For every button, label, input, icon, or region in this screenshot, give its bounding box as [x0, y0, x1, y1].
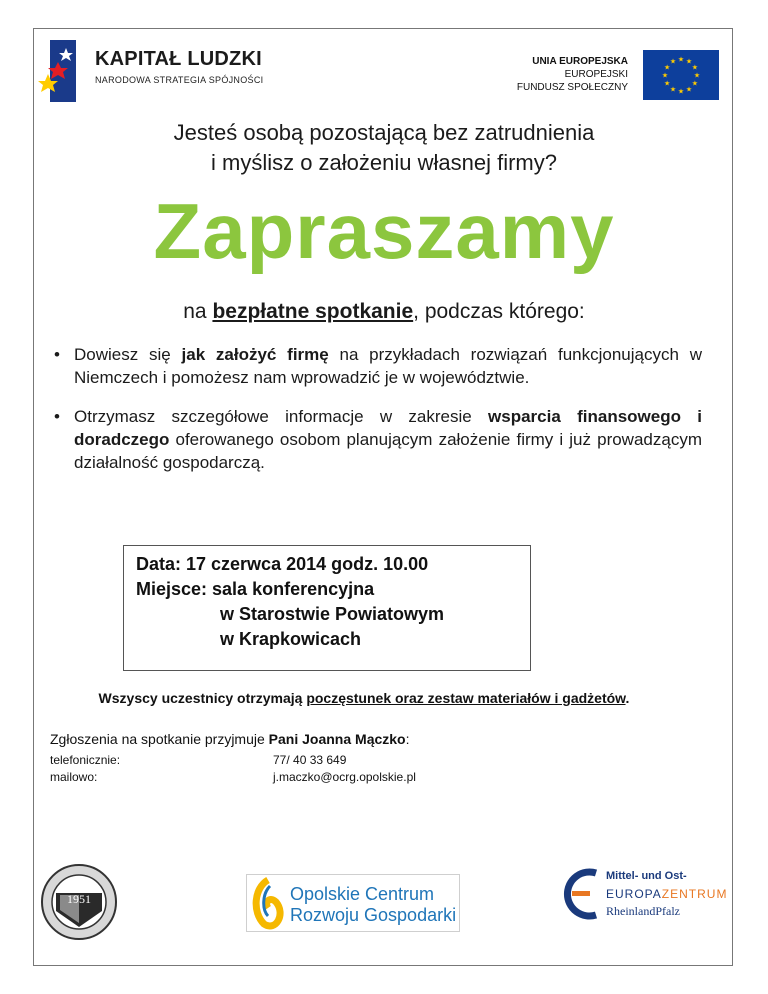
europazentrum-word-a: EUROPA	[606, 887, 662, 901]
bullet-text-bold: jak założyć firmę	[181, 345, 329, 364]
intro-post: , podczas którego:	[413, 300, 585, 323]
bullet-text-post: oferowanego osobom planującym założenie firmy i już prowadzącym działalność gospodarczą.	[74, 430, 702, 472]
headline-question	[0, 118, 768, 178]
event-place-line-3: w Krapkowicach	[220, 629, 362, 649]
contact-head-post: :	[405, 731, 410, 747]
question-line-1: Jesteś osobą pozostającą bez zatrudnienia	[173, 120, 595, 145]
europazentrum-line-3: RheinlandPfalz	[606, 904, 680, 918]
ocrg-name	[290, 884, 456, 926]
intro-pre: na	[183, 300, 213, 323]
eu-star-icon: ★	[669, 86, 677, 94]
eu-star-icon: ★	[664, 64, 671, 72]
kapital-ludzki-subtitle: NARODOWA STRATEGIA SPÓJNOŚCI	[95, 75, 264, 85]
contact-person: Pani Joanna Mączko	[268, 731, 406, 747]
note-post: .	[625, 690, 630, 706]
eu-star-icon: ★	[677, 88, 685, 96]
intro-line	[0, 300, 768, 324]
eu-label-line3: FUNDUSZ SPOŁECZNY	[516, 82, 628, 93]
eu-star-icon: ★	[664, 80, 671, 88]
eu-fund-label	[517, 55, 628, 94]
participants-note	[0, 690, 728, 706]
europazentrum-logo-icon	[556, 865, 602, 923]
event-info-box	[123, 545, 531, 671]
list-item	[50, 343, 702, 389]
eu-star-icon: ★	[693, 72, 701, 80]
contact-heading	[50, 731, 410, 747]
eu-label-line2: EUROPEJSKI	[564, 69, 628, 80]
ocrg-line-2: Rozwoju Gospodarki	[290, 905, 457, 925]
note-underlined: poczęstunek oraz zestaw materiałów i gadżetów	[306, 690, 626, 706]
ocrg-line-1: Opolskie Centrum	[290, 884, 435, 904]
bullet-text-post: na przykładach rozwiązań funkcjonujących w Niemczech i pomożesz nam wprowadzić je w województwie.	[74, 345, 702, 387]
kapital-ludzki-logo	[36, 40, 76, 102]
phone-label: telefonicznie:	[50, 753, 121, 767]
benefits-list	[50, 343, 702, 490]
note-pre: Wszyscy uczestnicy otrzymają	[98, 690, 307, 706]
bullet-text-bold: wsparcia finansowego i doradczego	[74, 407, 703, 449]
europazentrum-line-1: Mittel- und Ost-	[606, 870, 687, 882]
event-place: Miejsce: sala konferencyjna	[136, 579, 375, 599]
eu-label-line1: UNIA EUROPEJSKA	[532, 56, 628, 67]
email-label: mailowo:	[50, 770, 98, 784]
bullet-text-pre: Otrzymasz szczegółowe informacje w zakresie	[74, 407, 489, 426]
question-line-2: i myślisz o założeniu własnej firmy?	[211, 150, 557, 175]
seal-year: 1951	[67, 892, 91, 906]
contact-head-pre: Zgłoszenia na spotkanie przyjmuje	[50, 731, 269, 747]
phone-value: 77/ 40 33 649	[273, 753, 347, 767]
eu-star-icon: ★	[677, 56, 685, 64]
eu-star-icon: ★	[685, 58, 693, 66]
school-seal-icon	[40, 863, 118, 941]
bullet-text-pre: Dowiesz się	[74, 345, 182, 364]
list-item	[50, 405, 702, 474]
eu-flag-icon	[643, 50, 719, 100]
kapital-ludzki-title: KAPITAŁ LUDZKI	[95, 48, 262, 70]
invite-title: Zapraszamy	[153, 187, 615, 275]
europazentrum-line-2	[606, 887, 727, 901]
eu-star-icon: ★	[691, 64, 698, 72]
europazentrum-word-b: ZENTRUM	[661, 887, 728, 901]
eu-star-icon: ★	[661, 72, 669, 80]
eu-star-icon: ★	[691, 80, 698, 88]
intro-bold: bezpłatne spotkanie	[212, 300, 414, 323]
event-date: Data: 17 czerwca 2014 godz. 10.00	[136, 554, 429, 574]
email-value[interactable]: j.maczko@ocrg.opolskie.pl	[273, 770, 416, 784]
eu-star-icon: ★	[669, 58, 677, 66]
eu-star-icon: ★	[685, 86, 693, 94]
event-place-line-2: w Starostwie Powiatowym	[220, 604, 445, 624]
